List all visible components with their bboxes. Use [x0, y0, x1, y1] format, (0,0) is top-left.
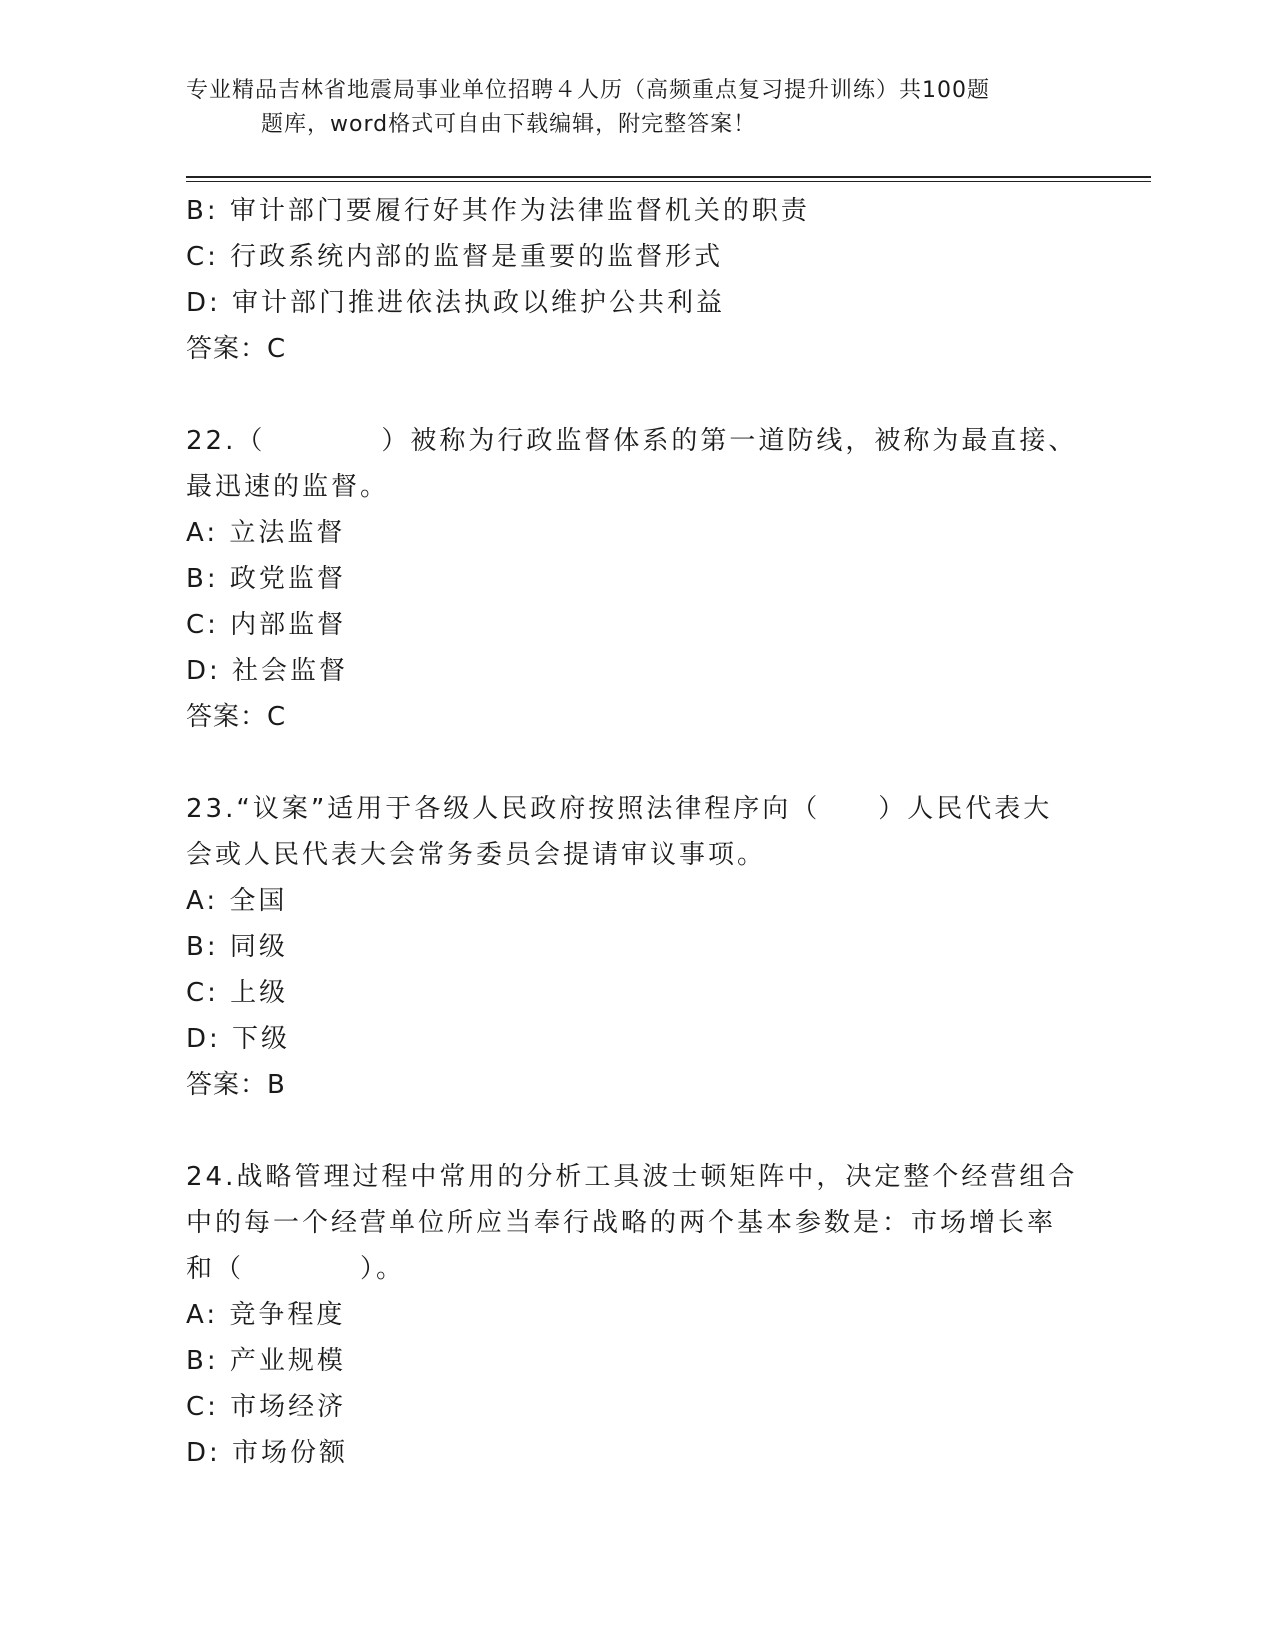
question-stem-line: 中的每一个经营单位所应当奉行战略的两个基本参数是：市场增长率 [186, 1208, 1057, 1238]
header-title-line-2: 题库，word格式可自由下载编辑，附完整答案！ [261, 112, 757, 137]
question-stem-line: 24.战略管理过程中常用的分析工具波士顿矩阵中，决定整个经营组合 [186, 1162, 1078, 1192]
question-option-b: B: 同级 [186, 932, 288, 962]
question-answer: 答案：C [186, 334, 287, 364]
question-option-a: A: 竞争程度 [186, 1300, 346, 1330]
question-stem-line: 最迅速的监督。 [186, 472, 390, 502]
question-option-d: D: 审计部门推进依法执政以维护公共利益 [186, 288, 726, 318]
question-21-tail [186, 188, 1086, 372]
question-option-a: A: 全国 [186, 886, 288, 916]
question-spacer [186, 1108, 1086, 1154]
question-stem-line: 会或人民代表大会常务委员会提请审议事项。 [186, 840, 767, 870]
document-header [186, 74, 1066, 142]
question-option-d: D: 下级 [186, 1024, 291, 1054]
question-22 [186, 418, 1086, 740]
question-option-b: B: 政党监督 [186, 564, 346, 594]
question-spacer [186, 740, 1086, 786]
header-title-line-1: 专业精品吉林省地震局事业单位招聘４人历（高频重点复习提升训练）共100题 [186, 78, 990, 103]
header-divider-thick [186, 176, 1151, 178]
header-divider-thin [186, 181, 1151, 182]
question-option-a: A: 立法监督 [186, 518, 346, 548]
question-answer: 答案：C [186, 702, 287, 732]
question-stem-line: 23.“议案”适用于各级人民政府按照法律程序向（ ）人民代表大 [186, 794, 1053, 824]
question-option-c: C: 行政系统内部的监督是重要的监督形式 [186, 242, 724, 272]
question-24 [186, 1154, 1086, 1476]
question-option-c: C: 内部监督 [186, 610, 347, 640]
question-stem-line: 和（ ）。 [186, 1254, 406, 1284]
question-answer: 答案：B [186, 1070, 286, 1100]
question-option-c: C: 市场经济 [186, 1392, 347, 1422]
question-option-c: C: 上级 [186, 978, 289, 1008]
question-option-b: B: 产业规模 [186, 1346, 346, 1376]
question-option-d: D: 市场份额 [186, 1438, 349, 1468]
question-option-d: D: 社会监督 [186, 656, 349, 686]
question-option-b: B: 审计部门要履行好其作为法律监督机关的职责 [186, 196, 810, 226]
question-content [186, 188, 1086, 1476]
question-spacer [186, 372, 1086, 418]
question-stem-line: 22.（ ）被称为行政监督体系的第一道防线，被称为最直接、 [186, 426, 1078, 456]
question-23 [186, 786, 1086, 1108]
